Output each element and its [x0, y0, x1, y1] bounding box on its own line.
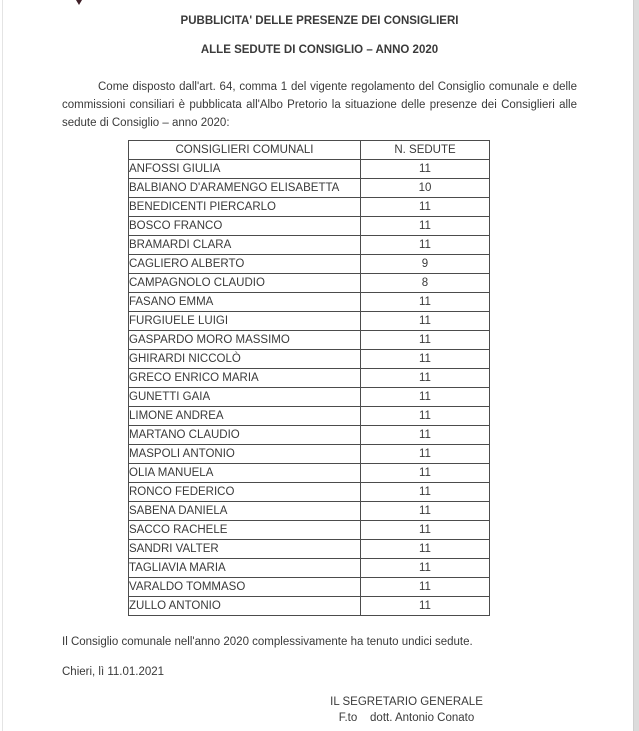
table-header-row [129, 141, 490, 160]
sessions-count: 11 [361, 236, 490, 255]
sessions-count: 11 [361, 160, 490, 179]
table-row [129, 597, 490, 616]
sessions-count: 9 [361, 255, 490, 274]
sessions-count: 11 [361, 388, 490, 407]
table-row [129, 179, 490, 198]
councilor-name: GASPARDO MORO MASSIMO [129, 331, 361, 350]
table-row [129, 483, 490, 502]
sessions-count: 11 [361, 198, 490, 217]
councilor-name: FASANO EMMA [129, 293, 361, 312]
signature-role: IL SEGRETARIO GENERALE [330, 696, 483, 708]
sessions-count: 11 [361, 502, 490, 521]
table-row [129, 312, 490, 331]
councilor-name: SABENA DANIELA [129, 502, 361, 521]
table-row [129, 578, 490, 597]
table-row [129, 274, 490, 293]
page-left-edge [2, 0, 3, 731]
table-row [129, 559, 490, 578]
councilor-name: ZULLO ANTONIO [129, 597, 361, 616]
page-right-edge [633, 0, 639, 731]
councilor-name: MARTANO CLAUDIO [129, 426, 361, 445]
table-row [129, 236, 490, 255]
document-page [62, 0, 577, 726]
table-row [129, 331, 490, 350]
table-row [129, 369, 490, 388]
table-row [129, 521, 490, 540]
attendance-table-body [129, 160, 490, 616]
attendance-table [128, 140, 490, 616]
councilor-name: OLIA MANUELA [129, 464, 361, 483]
councilor-name: BRAMARDI CLARA [129, 236, 361, 255]
table-row [129, 198, 490, 217]
table-row [129, 293, 490, 312]
table-row [129, 388, 490, 407]
column-header-councilors: CONSIGLIERI COMUNALI [129, 141, 361, 160]
signature-name: F.to dott. Antonio Conato [338, 712, 475, 724]
closing-line: Il Consiglio comunale nell'anno 2020 complessivamente ha tenuto undici sedute. [62, 636, 473, 648]
table-row [129, 407, 490, 426]
councilor-name: TAGLIAVIA MARIA [129, 559, 361, 578]
sessions-count: 10 [361, 179, 490, 198]
councilor-name: BENEDICENTI PIERCARLO [129, 198, 361, 217]
sessions-count: 11 [361, 540, 490, 559]
sessions-count: 11 [361, 559, 490, 578]
councilor-name: RONCO FEDERICO [129, 483, 361, 502]
table-row [129, 160, 490, 179]
table-row [129, 217, 490, 236]
sessions-count: 11 [361, 350, 490, 369]
column-header-sessions: N. SEDUTE [361, 141, 490, 160]
councilor-name: GHIRARDI NICCOLÒ [129, 350, 361, 369]
document-title-line2: ALLE SEDUTE DI CONSIGLIO – ANNO 2020 [200, 44, 439, 56]
sessions-count: 11 [361, 597, 490, 616]
sessions-count: 11 [361, 445, 490, 464]
councilor-name: ANFOSSI GIULIA [129, 160, 361, 179]
signature-block [324, 694, 489, 726]
sessions-count: 11 [361, 464, 490, 483]
sessions-count: 11 [361, 426, 490, 445]
councilor-name: MASPOLI ANTONIO [129, 445, 361, 464]
sessions-count: 11 [361, 369, 490, 388]
table-row [129, 350, 490, 369]
intro-paragraph: Come disposto dall'art. 64, comma 1 del vigente regolamento del Consiglio comunale e delle commissioni consiliari è pubblicata all'Albo Pretorio la situazione delle presenze dei Consiglieri alle sedute di Consiglio – anno 2020: [62, 81, 577, 129]
sessions-count: 11 [361, 521, 490, 540]
councilor-name: VARALDO TOMMASO [129, 578, 361, 597]
table-row [129, 540, 490, 559]
place-and-date: Chieri, lì 11.01.2021 [62, 666, 165, 678]
councilor-name: FURGIUELE LUIGI [129, 312, 361, 331]
councilor-name: SANDRI VALTER [129, 540, 361, 559]
sessions-count: 8 [361, 274, 490, 293]
sessions-count: 11 [361, 331, 490, 350]
table-row [129, 255, 490, 274]
table-row [129, 464, 490, 483]
sessions-count: 11 [361, 578, 490, 597]
document-title-line1: PUBBLICITA' DELLE PRESENZE DEI CONSIGLIERI [180, 15, 459, 27]
sessions-count: 11 [361, 293, 490, 312]
councilor-name: CAMPAGNOLO CLAUDIO [129, 274, 361, 293]
table-row [129, 426, 490, 445]
sessions-count: 11 [361, 217, 490, 236]
councilor-name: CAGLIERO ALBERTO [129, 255, 361, 274]
councilor-name: BOSCO FRANCO [129, 217, 361, 236]
councilor-name: GRECO ENRICO MARIA [129, 369, 361, 388]
table-row [129, 445, 490, 464]
councilor-name: LIMONE ANDREA [129, 407, 361, 426]
sessions-count: 11 [361, 407, 490, 426]
table-row [129, 502, 490, 521]
councilor-name: GUNETTI GAIA [129, 388, 361, 407]
sessions-count: 11 [361, 312, 490, 331]
councilor-name: BALBIANO D'ARAMENGO ELISABETTA [129, 179, 361, 198]
sessions-count: 11 [361, 483, 490, 502]
councilor-name: SACCO RACHELE [129, 521, 361, 540]
